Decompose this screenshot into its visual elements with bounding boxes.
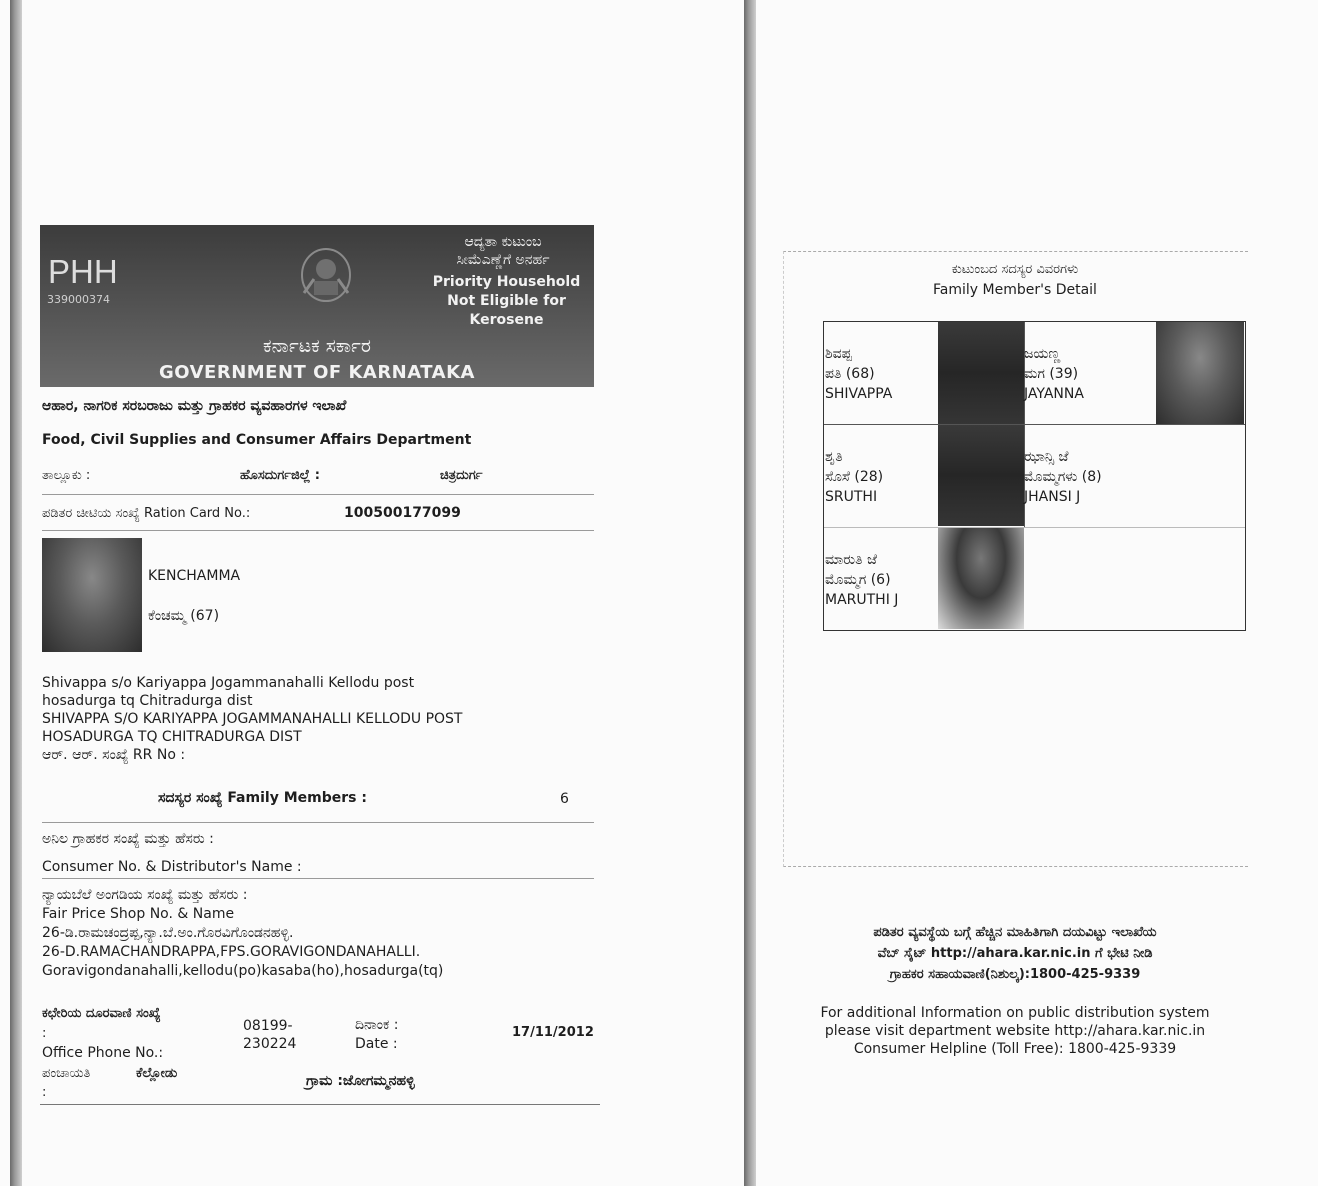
member-name-en: JHANSI J — [1024, 489, 1081, 505]
head-photo — [42, 538, 142, 652]
family-member — [825, 550, 898, 610]
member-relation: ಮೊಮ್ಮಗಳು (8) — [1024, 469, 1102, 485]
family-member — [1024, 447, 1102, 507]
divider — [42, 530, 594, 531]
fps-label-kn: ನ್ಯಾಯಬೆಲೆ ಅಂಗಡಿಯ ಸಂಖ್ಯೆ ಮತ್ತು ಹೆಸರು : — [42, 887, 248, 903]
card-category: PHH — [48, 253, 118, 290]
date-label-en: Date : — [355, 1036, 398, 1052]
government-title-en: GOVERNMENT OF KARNATAKA — [159, 362, 475, 383]
info-en-line-2: please visit department website http://ahara.kar.nic.in — [824, 1023, 1206, 1039]
divider — [42, 878, 594, 879]
member-name-kn: ಜಯಣ್ಣ — [1024, 346, 1061, 362]
member-name-kn: ಶೃತಿ — [825, 449, 843, 465]
info-en-line-3: Consumer Helpline (Toll Free): 1800-425-9339 — [853, 1041, 1177, 1057]
office-phone-label-en: Office Phone No.: — [42, 1045, 164, 1061]
family-detail-title-kn: ಕುಟುಂಬದ ಸದಸ್ಯರ ವಿವರಗಳು — [951, 262, 1079, 277]
family-detail-title-en: Family Member's Detail — [933, 282, 1097, 298]
member-name-kn: ಮಾರುತಿ ಜೆ — [825, 552, 877, 568]
gas-consumer-label-kn: ಅನಿಲ ಗ್ರಾಹಕರ ಸಂಖ್ಯೆ ಮತ್ತು ಹೆಸರು : — [42, 831, 214, 847]
fair-price-shop-block — [42, 886, 443, 981]
divider — [42, 494, 594, 495]
status-en-line-1: Priority Household — [432, 274, 581, 290]
date-label — [355, 1016, 398, 1054]
head-name-en: KENCHAMMA — [148, 568, 241, 584]
taluk-value: ಹೊಸದುರ್ಗಜಿಲ್ಲೆ : — [240, 468, 320, 483]
household-status-en — [419, 273, 594, 330]
department-kn: ಆಹಾರ, ನಾಗರಿಕ ಸರಬರಾಜು ಮತ್ತು ಗ್ರಾಹಕರ ವ್ಯವಹಾರಗಳ ಇಲಾಖೆ — [42, 398, 347, 414]
member-name-en: MARUTHI J — [825, 592, 899, 608]
status-en-line-2: Not Eligible for — [447, 293, 566, 309]
status-kn-line-1: ಆದ್ಯತಾ ಕುಟುಂಬ — [464, 234, 542, 250]
card-header-banner — [40, 225, 594, 387]
fps-name-kn: 26-ಡಿ.ರಾಮಚಂದ್ರಪ್ಪ,ನ್ಯಾ.ಬೆ.ಅಂ.ಗೊರವಿಗೊಂಡನಹಳ್ಳಿ. — [42, 925, 294, 941]
family-members-count: 6 — [560, 791, 569, 807]
panchayat-label: ಪಂಚಾಯತಿ — [42, 1066, 91, 1081]
divider — [42, 822, 594, 823]
info-kn-line-3: ಗ್ರಾಹಕರ ಸಹಾಯವಾಣಿ(ನಿಶುಲ್ಕ):1800-425-9339 — [889, 967, 1141, 982]
date-label-kn: ದಿನಾಂಕ : — [355, 1017, 399, 1033]
household-status-kn — [418, 233, 588, 269]
grid-line — [824, 424, 1245, 425]
member-name-en: JAYANNA — [1024, 386, 1084, 402]
ration-card-label: ಪಡಿತರ ಚೀಟಿಯ ಸಂಖ್ಯೆ Ration Card No.: — [42, 506, 251, 521]
member-name-kn: ಶಿವಪ್ಪ — [825, 346, 852, 362]
government-title-kn: ಕರ್ನಾಟಕ ಸರ್ಕಾರ — [263, 335, 371, 357]
address-line-3: SHIVAPPA S/O KARIYAPPA JOGAMMANAHALLI KELLODU POST — [42, 711, 463, 727]
phone-part-1: 08199- — [243, 1018, 293, 1034]
state-emblem-icon — [296, 245, 356, 305]
village-name: ಗ್ರಾಮ :ಜೋಗಮ್ಮನಹಳ್ಳಿ — [306, 1073, 415, 1089]
info-en-line-1: For additional Information on public distribution system — [820, 1005, 1210, 1021]
bottom-divider — [40, 1104, 600, 1105]
member-name-en: SRUTHI — [825, 489, 878, 505]
family-member — [825, 344, 892, 404]
member-relation: ಸೊಸೆ (28) — [825, 469, 884, 485]
member-name-en: SHIVAPPA — [825, 386, 893, 402]
member-photo — [938, 424, 1024, 526]
info-kn-block — [770, 922, 1260, 985]
office-phone-colon: : — [42, 1026, 47, 1041]
member-photo — [938, 528, 1024, 629]
panchayat-colon: : — [42, 1085, 47, 1100]
office-phone-number — [243, 1017, 296, 1053]
status-en-line-3: Kerosene — [469, 312, 544, 328]
member-photo — [1156, 322, 1244, 424]
member-relation: ಮೊಮ್ಮಗ (6) — [825, 572, 891, 588]
family-member — [825, 447, 883, 507]
district-value: ಚಿತ್ರದುರ್ಗ — [440, 468, 483, 483]
info-kn-line-2: ವೆಬ್ ಸೈಟ್ http://ahara.kar.nic.in ಗೆ ಭೇಟಿ ನೀಡಿ — [877, 946, 1153, 961]
ration-card-number: 100500177099 — [344, 505, 461, 521]
consumer-distributor-label: Consumer No. & Distributor's Name : — [42, 859, 302, 875]
department-en: Food, Civil Supplies and Consumer Affairs Department — [42, 432, 472, 448]
rr-number-label: ಆರ್. ಆರ್. ಸಂಖ್ಯೆ RR No : — [42, 747, 186, 763]
family-member — [1024, 344, 1084, 404]
info-en-block — [770, 1004, 1260, 1058]
card-category-number: 339000374 — [47, 293, 110, 306]
member-relation: ಮಗ (39) — [1024, 366, 1079, 382]
fps-address: Goravigondanahalli,kellodu(po)kasaba(ho),hosadurga(tq) — [42, 963, 444, 979]
status-kn-line-2: ಸೀಮೆಎಣ್ಣೆಗೆ ಅನರ್ಹ — [456, 252, 550, 268]
fps-name-en: 26-D.RAMACHANDRAPPA,FPS.GORAVIGONDANAHALLI. — [42, 944, 421, 960]
head-name-kn: ಕೆಂಚಮ್ಮ (67) — [148, 608, 220, 624]
info-kn-line-1: ಪಡಿತರ ವ್ಯವಸ್ಥೆಯ ಬಗ್ಗೆ ಹೆಚ್ಚಿನ ಮಾಹಿತಿಗಾಗಿ ದಯವಿಟ್ಟು ಇಲಾಖೆಯ — [873, 925, 1157, 940]
address-line-2: hosadurga tq Chitradurga dist — [42, 693, 253, 709]
taluk-label: ತಾಲ್ಲೂಕು : — [42, 468, 91, 483]
issue-date: 17/11/2012 — [512, 1025, 594, 1040]
left-page-edge — [10, 0, 22, 1186]
member-name-kn: ಝಾನ್ಸಿ ಜೆ — [1024, 449, 1069, 465]
family-members-table — [823, 321, 1246, 631]
address-block — [42, 674, 463, 764]
member-relation: ಪತಿ (68) — [825, 366, 875, 382]
address-line-1: Shivappa s/o Kariyappa Jogammanahalli Kellodu post — [42, 675, 415, 691]
member-photo — [938, 322, 1024, 424]
right-page-edge — [744, 0, 756, 1186]
fps-label-en: Fair Price Shop No. & Name — [42, 906, 235, 922]
address-line-4: HOSADURGA TQ CHITRADURGA DIST — [42, 729, 302, 745]
family-members-label: ಸದಸ್ಯರ ಸಂಖ್ಯೆ Family Members : — [158, 790, 367, 806]
grid-line — [824, 527, 1245, 528]
office-phone-label-kn: ಕಛೇರಿಯ ದೂರವಾಣಿ ಸಂಖ್ಯೆ — [42, 1006, 161, 1021]
phone-part-2: 230224 — [243, 1036, 297, 1052]
panchayat-value: ಕೆಲ್ಲೋಡು — [136, 1066, 178, 1081]
